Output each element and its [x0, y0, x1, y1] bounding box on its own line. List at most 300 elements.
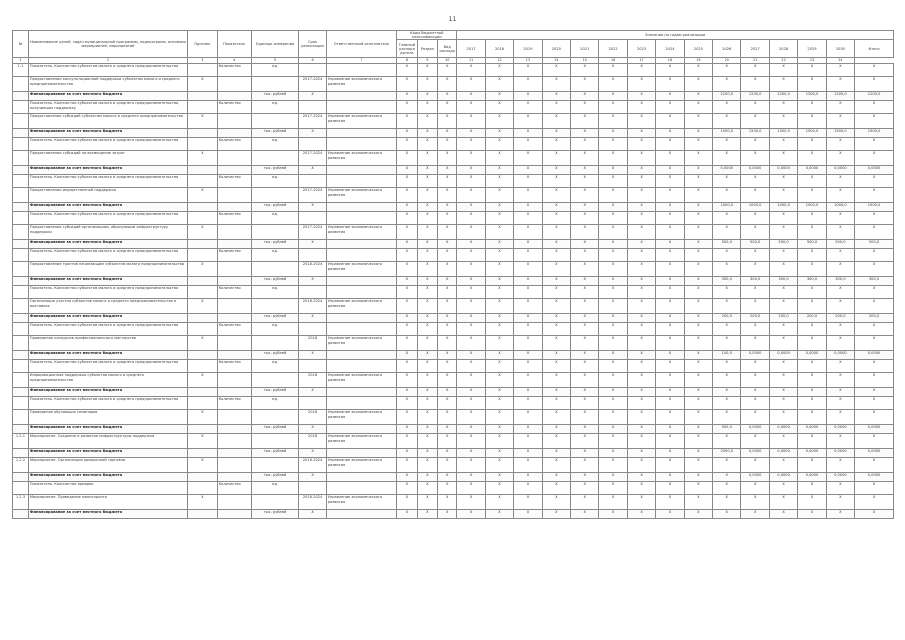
row-activity — [188, 449, 218, 458]
table-row — [13, 360, 894, 373]
header-year-2027: 2027 — [741, 40, 769, 58]
row-value: 1200,0 — [798, 92, 826, 101]
row-value: 0,0000 — [769, 166, 797, 175]
row-value: X — [684, 299, 712, 314]
row-value: X — [397, 92, 417, 101]
row-value: X — [627, 388, 655, 397]
row-unit — [251, 77, 299, 92]
row-value: X — [741, 212, 769, 225]
row-value: X — [542, 64, 570, 77]
table-row — [13, 101, 894, 114]
row-value: X — [826, 410, 854, 425]
row-indicator — [217, 336, 251, 351]
column-number: 15 — [571, 58, 599, 64]
row-value: X — [397, 425, 417, 434]
row-value: X — [826, 373, 854, 388]
row-indicator — [217, 449, 251, 458]
row-value: X — [627, 240, 655, 249]
row-value: X — [826, 225, 854, 240]
row-deadline: 2017-2024 — [299, 114, 326, 129]
row-value: X — [485, 77, 513, 92]
row-value: X — [713, 510, 741, 519]
row-value: X — [656, 495, 684, 510]
row-value: X — [656, 510, 684, 519]
row-value: 300,0 — [713, 277, 741, 286]
row-value: X — [656, 114, 684, 129]
row-value: 200,0 — [769, 314, 797, 323]
row-value: X — [599, 286, 627, 299]
row-value: X — [826, 249, 854, 262]
table-row — [13, 240, 894, 249]
row-value: X — [855, 495, 894, 510]
row-value: X — [397, 336, 417, 351]
row-deadline — [299, 397, 326, 410]
header-budget-group: Коды бюджетной классификации — [397, 31, 457, 40]
row-value: X — [798, 495, 826, 510]
row-value: X — [713, 77, 741, 92]
row-deadline: 2017-2024 — [299, 77, 326, 92]
row-value: X — [514, 151, 542, 166]
row-value: X — [542, 473, 570, 482]
row-value: 1000,0 — [713, 203, 741, 212]
row-value: X — [684, 114, 712, 129]
row-value: X — [769, 336, 797, 351]
row-value: X — [397, 495, 417, 510]
row-value: X — [417, 203, 437, 212]
row-value: X — [457, 129, 485, 138]
row-value: X — [571, 449, 599, 458]
row-executor — [326, 323, 396, 336]
row-activity — [188, 249, 218, 262]
column-number: 4 — [217, 58, 251, 64]
row-value: X — [627, 166, 655, 175]
row-value: X — [656, 151, 684, 166]
row-value: X — [417, 410, 437, 425]
row-value: X — [713, 495, 741, 510]
row-value: X — [514, 240, 542, 249]
header-budget-2: Вид расхода — [438, 40, 457, 58]
row-value: 500,0 — [798, 240, 826, 249]
row-unit: тыс. рублей — [251, 425, 299, 434]
column-number: 2 — [28, 58, 187, 64]
row-value: X — [542, 129, 570, 138]
row-unit: ед. — [251, 323, 299, 336]
row-value: X — [438, 410, 457, 425]
header-year-2026: 2026 — [713, 40, 741, 58]
column-number: 19 — [684, 58, 712, 64]
row-activity — [188, 166, 218, 175]
row-value: X — [438, 373, 457, 388]
row-value: X — [485, 277, 513, 286]
row-deadline: 2018-2024 — [299, 458, 326, 473]
row-unit: тыс. рублей — [251, 449, 299, 458]
header-year-2022: 2022 — [599, 40, 627, 58]
row-value: X — [417, 64, 437, 77]
row-value: 1000,0 — [826, 203, 854, 212]
row-value: X — [571, 277, 599, 286]
row-value: X — [542, 212, 570, 225]
row-value: X — [855, 114, 894, 129]
row-value: X — [627, 286, 655, 299]
row-value: 0,0000 — [798, 473, 826, 482]
row-value: X — [397, 458, 417, 473]
row-activity — [188, 510, 218, 519]
row-value: X — [769, 397, 797, 410]
row-value: X — [438, 336, 457, 351]
row-value: X — [485, 388, 513, 397]
row-value: 0,0000 — [826, 351, 854, 360]
row-value: X — [769, 388, 797, 397]
row-value: X — [769, 188, 797, 203]
row-value: X — [514, 277, 542, 286]
row-value: X — [457, 314, 485, 323]
row-value: X — [514, 482, 542, 495]
row-value: X — [542, 388, 570, 397]
row-activity: X — [188, 410, 218, 425]
row-value: X — [627, 351, 655, 360]
row-unit — [251, 495, 299, 510]
row-name: Финансирование за счет местного бюджета — [28, 425, 187, 434]
row-deadline — [299, 101, 326, 114]
row-value: X — [769, 495, 797, 510]
row-value: X — [599, 425, 627, 434]
row-value: 1500,0 — [741, 129, 769, 138]
row-value: X — [397, 482, 417, 495]
program-table-sheet — [12, 30, 894, 519]
row-value: X — [826, 336, 854, 351]
row-value: X — [514, 495, 542, 510]
row-value: X — [599, 188, 627, 203]
row-value: X — [457, 373, 485, 388]
row-value: X — [542, 482, 570, 495]
row-value: X — [599, 114, 627, 129]
row-indicator: Количество — [217, 101, 251, 114]
row-name: Показатель. Количество субъектов малого и среднего предпринимательства — [28, 323, 187, 336]
row-value: X — [417, 151, 437, 166]
row-value: X — [684, 458, 712, 473]
row-value: X — [713, 151, 741, 166]
row-value: X — [438, 138, 457, 151]
row-value: X — [855, 397, 894, 410]
row-value: X — [514, 212, 542, 225]
row-value: X — [656, 388, 684, 397]
row-value: X — [599, 482, 627, 495]
column-number: 11 — [457, 58, 485, 64]
table-row — [13, 449, 894, 458]
row-value: 0,0000 — [798, 351, 826, 360]
row-number — [13, 101, 29, 114]
row-name: Финансирование за счет местного бюджета — [28, 240, 187, 249]
row-value: X — [397, 510, 417, 519]
row-value: X — [485, 495, 513, 510]
row-number — [13, 299, 29, 314]
row-name: Показатель. Количество субъектов малого и среднего предпринимательства — [28, 175, 187, 188]
row-value: X — [457, 92, 485, 101]
row-number — [13, 225, 29, 240]
row-value: X — [684, 388, 712, 397]
row-value: X — [826, 175, 854, 188]
row-activity: X — [188, 262, 218, 277]
row-unit: тыс. рублей — [251, 92, 299, 101]
row-value: X — [684, 212, 712, 225]
row-value: X — [627, 277, 655, 286]
row-value: X — [417, 249, 437, 262]
row-value: 500,0 — [713, 425, 741, 434]
row-value: X — [684, 249, 712, 262]
row-value: X — [417, 360, 437, 373]
row-unit — [251, 188, 299, 203]
row-value: X — [571, 203, 599, 212]
row-value: X — [457, 286, 485, 299]
row-value: X — [438, 360, 457, 373]
row-value: X — [741, 323, 769, 336]
row-value: 1500,0 — [826, 129, 854, 138]
row-value: X — [417, 473, 437, 482]
row-value: X — [599, 360, 627, 373]
row-value: 1000,0 — [769, 203, 797, 212]
row-executor: Управление экономического развития — [326, 225, 396, 240]
row-name: Показатель. Количество субъектов малого и среднего предпринимательства — [28, 286, 187, 299]
row-activity: X — [188, 114, 218, 129]
row-value: X — [656, 277, 684, 286]
row-value: X — [571, 410, 599, 425]
row-number — [13, 129, 29, 138]
column-number: 16 — [599, 58, 627, 64]
row-value: X — [656, 212, 684, 225]
row-value: X — [713, 64, 741, 77]
row-value: X — [514, 166, 542, 175]
row-value: X — [798, 101, 826, 114]
row-deadline: X — [299, 425, 326, 434]
row-value: X — [855, 323, 894, 336]
row-unit — [251, 458, 299, 473]
row-executor — [326, 166, 396, 175]
row-value: X — [713, 360, 741, 373]
row-indicator — [217, 262, 251, 277]
row-number: 1.2.1 — [13, 434, 29, 449]
row-number: 1.2.2 — [13, 458, 29, 473]
row-indicator — [217, 114, 251, 129]
row-name: Финансирование за счет местного бюджета — [28, 388, 187, 397]
row-executor: Управление экономического развития — [326, 458, 396, 473]
column-number: 18 — [656, 58, 684, 64]
row-value: X — [542, 249, 570, 262]
row-value: X — [627, 114, 655, 129]
table-row — [13, 434, 894, 449]
row-value: X — [713, 434, 741, 449]
row-name: Предоставление субсидий на возмещение затрат — [28, 151, 187, 166]
row-value: 200,0 — [741, 314, 769, 323]
row-indicator — [217, 425, 251, 434]
table-row — [13, 410, 894, 425]
header-total: Итого — [855, 40, 894, 58]
row-name: Показатель. Количество ярмарок — [28, 482, 187, 495]
row-value: X — [798, 410, 826, 425]
row-value: 0,0000 — [741, 449, 769, 458]
row-value: X — [571, 151, 599, 166]
row-deadline: X — [299, 277, 326, 286]
row-indicator: Количество — [217, 397, 251, 410]
row-executor — [326, 425, 396, 434]
row-value: X — [438, 425, 457, 434]
row-value: X — [542, 166, 570, 175]
row-value: X — [798, 482, 826, 495]
row-value: X — [571, 360, 599, 373]
row-value: X — [627, 129, 655, 138]
table-row — [13, 473, 894, 482]
row-value: X — [485, 397, 513, 410]
row-value: 0,0000 — [798, 425, 826, 434]
row-value: X — [741, 336, 769, 351]
row-value: X — [713, 138, 741, 151]
row-value: X — [599, 510, 627, 519]
row-executor — [326, 397, 396, 410]
row-value: X — [826, 458, 854, 473]
row-unit: ед. — [251, 397, 299, 410]
row-value: X — [798, 249, 826, 262]
row-value: X — [457, 64, 485, 77]
row-value: X — [485, 166, 513, 175]
row-value: X — [485, 434, 513, 449]
row-unit: тыс. рублей — [251, 510, 299, 519]
row-value: X — [438, 151, 457, 166]
table-row — [13, 175, 894, 188]
header-activity: Признак — [188, 31, 218, 58]
row-value: X — [826, 299, 854, 314]
row-value: X — [571, 175, 599, 188]
row-value: X — [457, 249, 485, 262]
table-row — [13, 314, 894, 323]
column-number: 5 — [251, 58, 299, 64]
table-row — [13, 77, 894, 92]
row-unit — [251, 373, 299, 388]
row-executor — [326, 64, 396, 77]
row-name: Финансирование за счет местного бюджета — [28, 203, 187, 212]
row-value: X — [417, 138, 437, 151]
row-value: X — [798, 336, 826, 351]
row-value: X — [571, 397, 599, 410]
row-name: Мероприятие. Организация ярмарочной торговли — [28, 458, 187, 473]
row-value: X — [417, 449, 437, 458]
row-value: 0,0000 — [741, 473, 769, 482]
row-value: X — [713, 388, 741, 397]
column-number: 22 — [769, 58, 797, 64]
row-value: X — [684, 434, 712, 449]
program-indicators-table — [12, 30, 894, 519]
row-value: X — [656, 249, 684, 262]
row-value: 0,0000 — [769, 425, 797, 434]
row-value: X — [457, 203, 485, 212]
row-value: X — [656, 262, 684, 277]
row-value: X — [417, 388, 437, 397]
row-value: 0,0000 — [826, 425, 854, 434]
row-number — [13, 151, 29, 166]
row-value: X — [798, 151, 826, 166]
row-number — [13, 277, 29, 286]
row-value: X — [599, 397, 627, 410]
header-year-2028: 2028 — [769, 40, 797, 58]
row-value: X — [417, 129, 437, 138]
row-value: X — [417, 397, 437, 410]
column-number: 21 — [741, 58, 769, 64]
row-unit: ед. — [251, 101, 299, 114]
row-value: X — [599, 212, 627, 225]
row-indicator — [217, 473, 251, 482]
row-name: Показатель. Количество субъектов малого и среднего предпринимательства — [28, 397, 187, 410]
row-value: X — [542, 410, 570, 425]
row-value: X — [769, 225, 797, 240]
table-row — [13, 188, 894, 203]
row-value: 2100,0 — [713, 92, 741, 101]
row-deadline: 2017-2024 — [299, 188, 326, 203]
row-value: X — [514, 299, 542, 314]
row-indicator — [217, 92, 251, 101]
row-value: X — [571, 495, 599, 510]
row-value: X — [542, 151, 570, 166]
row-unit: ед. — [251, 286, 299, 299]
row-number — [13, 175, 29, 188]
row-executor — [326, 175, 396, 188]
row-value: X — [417, 175, 437, 188]
row-value: X — [438, 495, 457, 510]
row-value: 0,0000 — [769, 351, 797, 360]
row-value: X — [571, 351, 599, 360]
row-value: X — [769, 410, 797, 425]
row-value: X — [713, 114, 741, 129]
row-value: X — [417, 286, 437, 299]
row-number — [13, 425, 29, 434]
row-activity: X — [188, 188, 218, 203]
row-value: X — [571, 336, 599, 351]
row-value: X — [713, 323, 741, 336]
row-unit: тыс. рублей — [251, 240, 299, 249]
row-value: X — [713, 175, 741, 188]
row-value: X — [397, 323, 417, 336]
table-row — [13, 299, 894, 314]
row-value: 0,0000 — [769, 473, 797, 482]
row-activity — [188, 397, 218, 410]
row-name: Предоставление субсидий субъектам малого и среднего предпринимательства — [28, 114, 187, 129]
row-value: X — [485, 473, 513, 482]
row-value: X — [798, 388, 826, 397]
row-value: X — [855, 77, 894, 92]
row-name: Показатель. Количество субъектов малого и среднего предпринимательства — [28, 212, 187, 225]
row-value: X — [741, 151, 769, 166]
row-value: X — [599, 249, 627, 262]
row-deadline: 2018-2024 — [299, 495, 326, 510]
table-row — [13, 277, 894, 286]
row-name: Финансирование за счет местного бюджета — [28, 166, 187, 175]
row-deadline: 2017-2024 — [299, 151, 326, 166]
row-value: X — [438, 510, 457, 519]
header-unit: Единица измерения — [251, 31, 299, 58]
row-number — [13, 286, 29, 299]
row-value: 2000,0 — [713, 449, 741, 458]
row-value: X — [571, 240, 599, 249]
row-value: X — [599, 166, 627, 175]
row-activity: X — [188, 373, 218, 388]
row-value: X — [656, 323, 684, 336]
row-activity — [188, 203, 218, 212]
row-value: X — [627, 425, 655, 434]
row-executor — [326, 473, 396, 482]
row-activity: X — [188, 495, 218, 510]
row-unit: тыс. рублей — [251, 388, 299, 397]
row-value: X — [826, 286, 854, 299]
row-value: X — [713, 286, 741, 299]
row-name: Предоставление субсидий организациям, образующим инфраструктуру поддержки — [28, 225, 187, 240]
row-value: X — [826, 360, 854, 373]
